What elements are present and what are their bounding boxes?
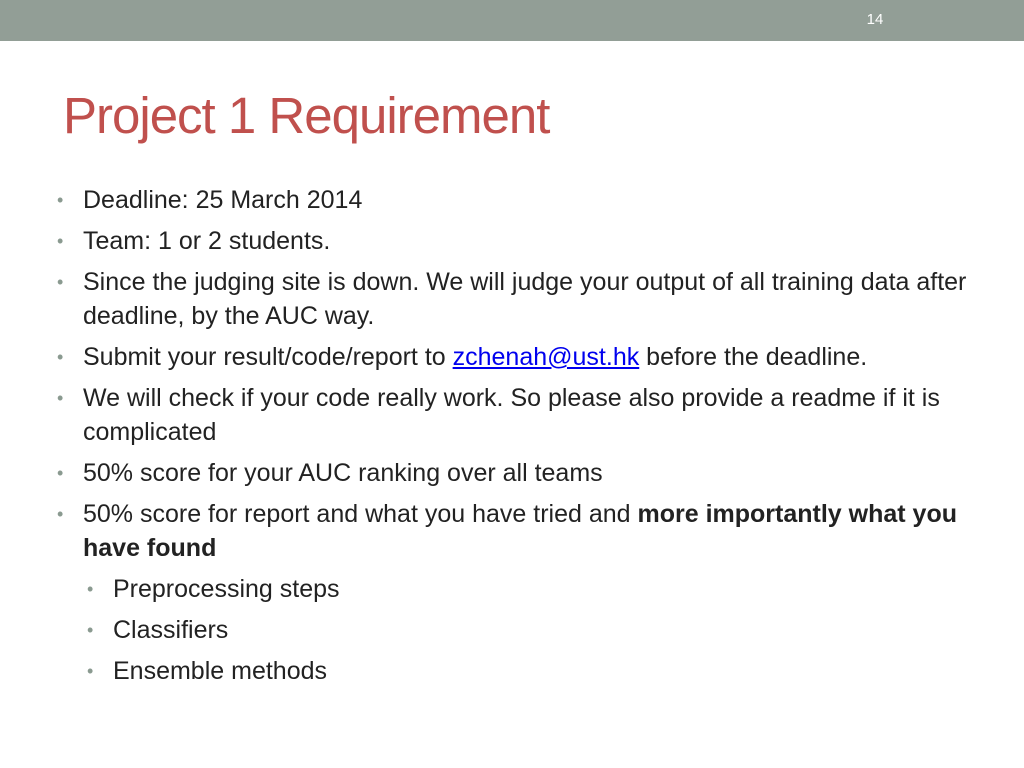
- bullet-dot-icon: •: [57, 504, 64, 524]
- bullet-text-deadline: Deadline: 25 March 2014: [83, 186, 363, 214]
- bullet-item-judging: [57, 265, 977, 333]
- bullet-text-submit-before: Submit your result/code/report to: [83, 343, 453, 371]
- sub-bullet-classifiers: [57, 613, 977, 647]
- sub-bullet-text-preprocessing: Preprocessing steps: [113, 575, 340, 603]
- slide-top-bar: [0, 0, 1024, 41]
- bullet-dot-icon: •: [57, 347, 64, 367]
- sub-bullet-ensemble: [57, 654, 977, 688]
- slide-title: Project 1 Requirement: [63, 87, 550, 144]
- bullet-text-team: Team: 1 or 2 students.: [83, 227, 331, 255]
- sub-bullet-preprocessing: [57, 572, 977, 606]
- bullet-dot-icon: •: [57, 388, 64, 408]
- bullet-dot-icon: •: [57, 463, 64, 483]
- bullet-item-code-check: [57, 381, 977, 449]
- bullet-text-report-score: 50% score for report and what you have tried and: [83, 500, 638, 528]
- bullet-text-judging: Since the judging site is down. We will judge your output of all training data after deadline, by the AUC way.: [83, 268, 967, 330]
- bullet-dot-icon: •: [57, 190, 64, 210]
- sub-bullet-text-classifiers: Classifiers: [113, 616, 229, 644]
- bullet-item-team: [57, 224, 977, 258]
- bullet-text-submit-after: before the deadline.: [639, 343, 868, 371]
- bullet-list: [57, 183, 977, 695]
- slide-number: 14: [866, 11, 884, 28]
- sub-bullet-dot-icon: •: [87, 579, 94, 599]
- sub-bullet-dot-icon: •: [87, 620, 94, 640]
- email-link[interactable]: zchenah@ust.hk: [452, 343, 640, 371]
- bullet-item-submit: [57, 340, 977, 374]
- sub-bullet-text-ensemble: Ensemble methods: [113, 657, 328, 685]
- bullet-dot-icon: •: [57, 272, 64, 292]
- bullet-item-deadline: [57, 183, 977, 217]
- bullet-item-report-score: [57, 497, 977, 565]
- bullet-text-auc-score: 50% score for your AUC ranking over all teams: [83, 459, 603, 487]
- sub-bullet-dot-icon: •: [87, 661, 94, 681]
- bullet-text-code-check: We will check if your code really work. So please also provide a readme if it is complicated: [83, 384, 940, 446]
- bullet-text-report-emphasis: more importantly what you have found: [83, 500, 957, 562]
- bullet-dot-icon: •: [57, 231, 64, 251]
- bullet-item-auc-score: [57, 456, 977, 490]
